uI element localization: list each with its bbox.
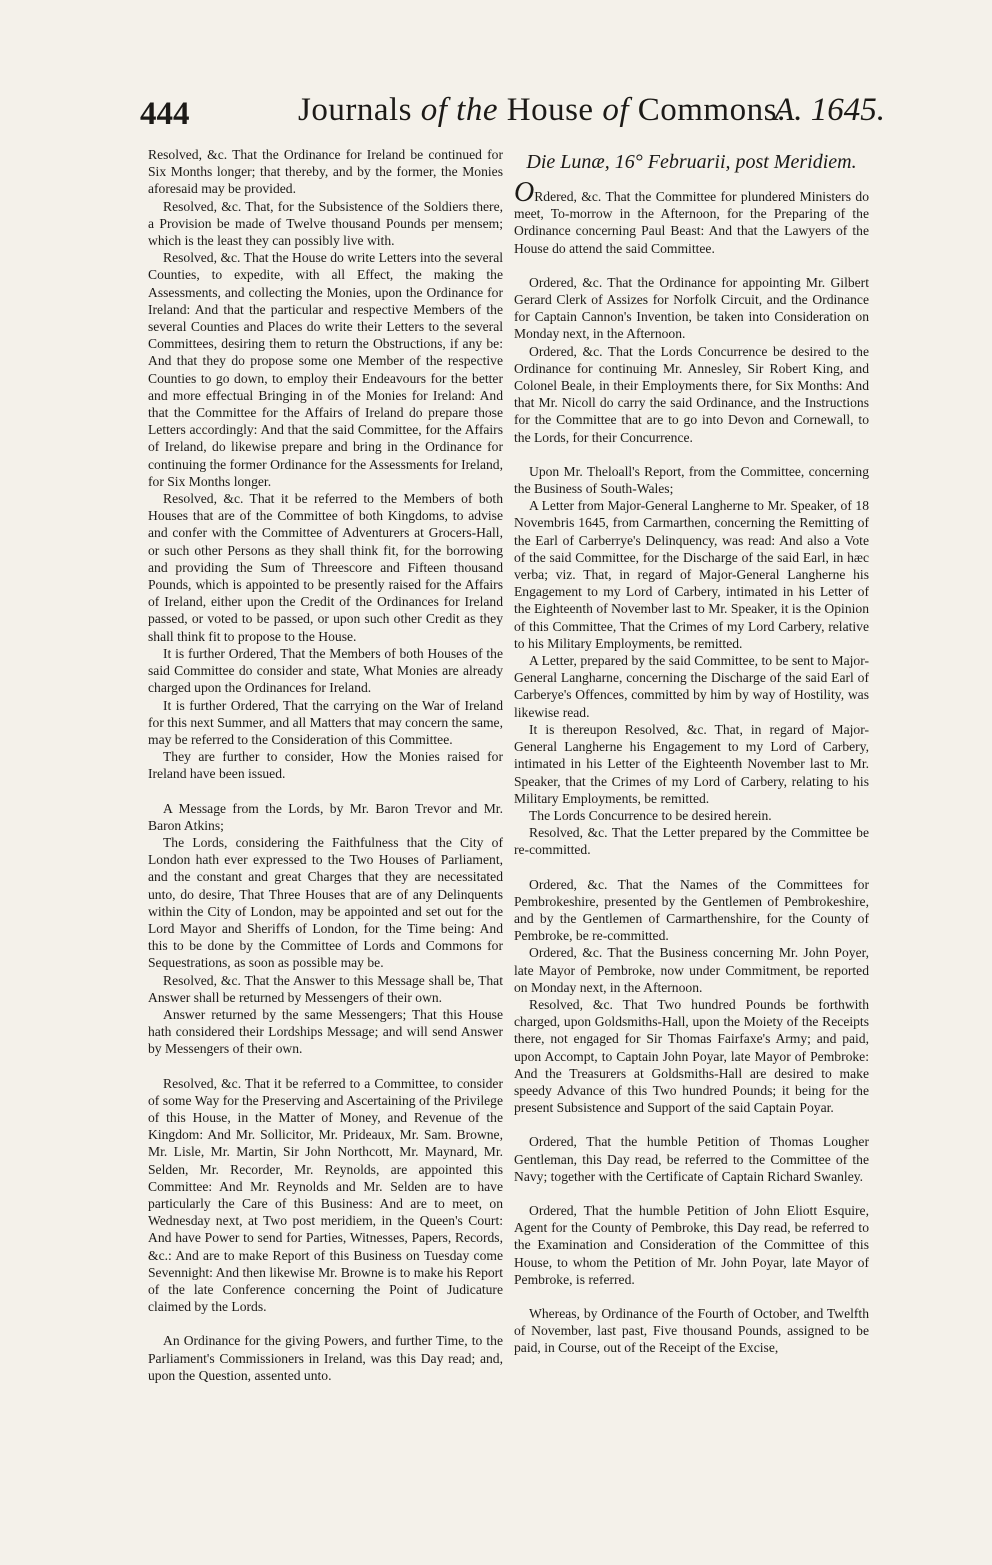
paragraph: Ordered, &c. That the Names of the Committees for Pembrokeshire, presented by the Gentlemen of Pembrokeshire, and by the Gentlemen of Carmarthenshire, for the County of Pembroke, be re-committed. xyxy=(514,876,869,944)
paragraph: Ordered, That the humble Petition of Thomas Lougher Gentleman, this Day read, be referred to the Committee of the Navy; together with the Certificate of Captain Richard Swanley. xyxy=(514,1134,869,1184)
paragraph: Resolved, &c. That the Letter prepared by the Committee be re-committed. xyxy=(514,825,869,858)
paragraph: A Message from the Lords, by Mr. Baron Trevor and Mr. Baron Atkins; xyxy=(148,800,503,833)
paragraph: Ordered, &c. That the Ordinance for appointing Mr. Gilbert Gerard Clerk of Assizes for Norfolk Circuit, and the Ordinance for Captain Cannon's Invention, be taken into Consideration on Monday next, in the Afternoon. xyxy=(514,274,869,342)
paragraph: Upon Mr. Theloall's Report, from the Committee, concerning the Business of South-Wales; xyxy=(514,463,869,497)
paragraph: Resolved, &c. That it be referred to a Committee, to consider of some Way for the Preserving and Ascertaining of the Privilege of this House, in the Matter of Money, and Revenue of the Kingdom: And Mr. Sollicitor, Mr. Prideaux, Mr. Sam. Browne, Mr. Lisle, Mr. Martin, Sir John Northcott, Mr. Maynard, Mr. Selden, Mr. Recorder, Mr. Reynolds, are appointed this Committee: And Mr. Reynolds and Mr. Selden are to have particularly the Care of this Business: And are to meet, on Wednesday next, at Two post meridiem, in the Queen's Court: And have Power to send for Parties, Witnesses, Papers, Records, &c.: And are to make Report of this Business on Tuesday come Sevennight: And then likewise Mr. Browne is to make his Report of the late Conference concerning the Point of Judicature claimed by the Lords. xyxy=(148,1075,503,1315)
sitting-heading: Die Lunæ, 16° Februarii, post Meridiem. xyxy=(526,151,857,173)
paragraph: It is thereupon Resolved, &c. That, in regard of Major-General Langherne his Engagement to my Lord of Carbery, intimated in his Letter of the Eighteenth November last to Mr. Speaker, that the Crimes of my Lord of Carbery, relating to his Military Employments, be remitted. xyxy=(514,721,869,806)
paragraph: Resolved, &c. That the Ordinance for Ireland be continued for Six Months longer; that thereby, and by the former, the Monies aforesaid may be provided. xyxy=(148,147,503,197)
paragraph-text: Rdered, &c. That the Committee for plundered Ministers do meet, To-morrow in the Afternoon, for the Preparing of the Ordinance concerning Paul Beast: And that the Lawyers of the House do attend the said Committee. xyxy=(514,189,869,256)
left-column xyxy=(148,146,503,1384)
paragraph: The Lords Concurrence to be desired herein. xyxy=(529,807,772,823)
page-number: 444 xyxy=(140,96,190,132)
paragraph xyxy=(514,177,869,257)
paragraph: The Lords, considering the Faithfulness that the City of London hath ever expressed to the Two Houses of Parliament, and the constant and great Charges that they are necessitated unto, do desire, That Three Houses that are of any Delinquents within the City of London, may be appointed and set out for the Lord Mayor and Sheriffs of London, for the Time being: And this to be done by the Committee of Lords and Commons for Sequestrations, as soon as possible may be. xyxy=(148,834,503,971)
paragraph: Resolved, &c. That Two hundred Pounds be forthwith charged, upon Goldsmiths-Hall, upon the Moiety of the Receipts there, not engaged for Sir Thomas Fairfaxe's Army; and paid, upon Accompt, to Captain John Poyar, late Mayor of Pembroke: And the Treasurers at Goldsmiths-Hall are desired to make speedy Advance of this Two hundred Pounds; it being for the present Subsistence and Support of the said Captain Poyar. xyxy=(514,996,869,1116)
paragraph: Answer returned by the same Messengers; That this House hath considered their Lordships Message; and will send Answer by Messengers of their own. xyxy=(148,1006,503,1057)
paragraph: Resolved, &c. That it be referred to the Members of both Houses that are of the Committee of both Kingdoms, to advise and confer with the Committee of Adventurers at Grocers-Hall, or such other Persons as they shall think fit, for the borrowing and providing the Sum of Threescore and Fifteen thousand Pounds, which is appointed to be presently raised for the Affairs of Ireland, either upon the Credit of the Ordinances for Ireland passed, or voted to be passed, or upon such other Credit as they shall think fit to propose to the House. xyxy=(148,491,503,644)
title-word: Commons. xyxy=(637,92,786,128)
paragraph: Ordered, &c. That the Lords Concurrence be desired to the Ordinance for continuing Mr. Annesley, Sir Robert King, and Colonel Beale, in their Employments there, for Six Months: And that Mr. Nicoll do carry the said Ordinance, and the Instructions for the Committee that are to go into Devon and Cornewall, to the Lords, for their Concurrence. xyxy=(514,343,869,445)
paragraph: They are further to consider, How the Monies raised for Ireland have been issued. xyxy=(148,749,503,782)
title-word: of xyxy=(602,92,629,128)
right-column xyxy=(514,146,869,1357)
paragraph: A Letter, prepared by the said Committee, to be sent to Major-General Langharne, concerning the Discharge of the said Earl of Carberye's Offences, committed by him by way of Hostility, was likewise read. xyxy=(514,653,869,720)
paragraph: Resolved, &c. That the House do write Letters into the several Counties, to expedite, with all Effect, the making the Assessments, and collecting the Monies, upon the Ordinance for Ireland: And that the particular and respective Members of the several Counties and Places do write their Letters to the several Committees, desiring them to return the Obstructions, if any be: And that they do propose some one Member of the respective Counties to go down, to employ their Endeavours for the better and more effectual Bringing in of the Monies for Ireland: And that the Committee for the Affairs of Ireland do prepare those Letters accordingly: And that the said Committee, for the Affairs of Ireland, do likewise prepare and bring in the Ordinance for continuing the former Ordinance for the Assessments for Ireland, for Six Months longer. xyxy=(148,250,503,489)
title-word: House xyxy=(506,92,594,128)
paragraph: Ordered, &c. That the Business concerning Mr. John Poyer, late Mayor of Pembroke, now under Commitment, be reported on Monday next, in the Afternoon. xyxy=(514,945,869,995)
paragraph: A Letter from Major-General Langherne to Mr. Speaker, of 18 Novembris 1645, from Carmarthen, concerning the Remitting of the Earl of Carberrye's Delinquency, was read: And also a Vote of the said Committee, for the Discharge of the said Earl, in hæc verba; viz. That, in regard of Major-General Langherne his Engagement to my Lord of Carbery, intimated in his Letter of the Eighteenth of November last to Mr. Speaker, it is the Opinion of this Committee, That the Crimes of my Lord Carbery, relative to his Military Employments, be remitted. xyxy=(514,498,869,651)
title-word: of xyxy=(420,92,448,128)
page-header xyxy=(140,92,885,144)
paragraph: Whereas, by Ordinance of the Fourth of October, and Twelfth of November, last past, Five thousand Pounds, assigned to be paid, in Course, out of the Receipt of the Excise, xyxy=(514,1305,869,1356)
running-title xyxy=(298,92,786,129)
title-word: the xyxy=(456,92,498,128)
paragraph: It is further Ordered, That the carrying on the War of Ireland for this next Summer, and all Matters that may concern the same, may be referred to the Consideration of this Committee. xyxy=(148,697,503,747)
paragraph: An Ordinance for the giving Powers, and further Time, to the Parliament's Commissioners in Ireland, was this Day read; and, upon the Question, assented unto. xyxy=(148,1333,503,1383)
title-word: Journals xyxy=(298,92,412,128)
paragraph: Resolved, &c. That the Answer to this Message shall be, That Answer shall be returned by Messengers of their own. xyxy=(148,972,503,1005)
year: A. 1645. xyxy=(774,92,885,128)
paragraph: Resolved, &c. That, for the Subsistence of the Soldiers there, a Provision be made of Twelve thousand Pounds per mensem; which is the least they can possibly live with. xyxy=(148,198,503,249)
paragraph: It is further Ordered, That the Members of both Houses of the said Committee do consider and state, What Monies are already charged upon the Ordinances for Ireland. xyxy=(148,645,503,696)
drop-cap: O xyxy=(514,177,535,208)
paragraph: Ordered, That the humble Petition of John Eliott Esquire, Agent for the County of Pembroke, this Day read, be referred to the Examination and Consideration of the Committee of this House, to whom the Petition of Mr. John Poyar, late Mayor of Pembroke, is referred. xyxy=(514,1202,869,1287)
